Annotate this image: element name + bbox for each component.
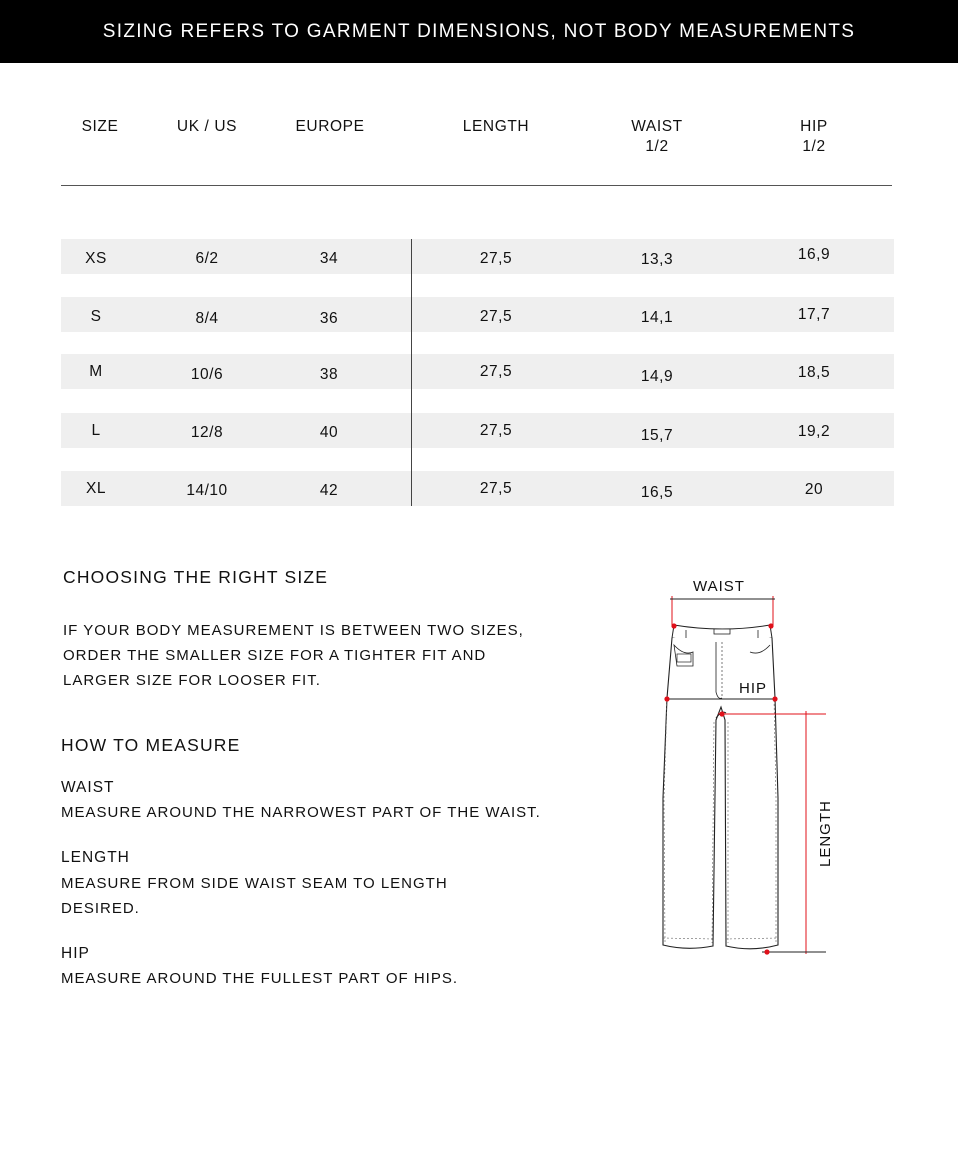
- waist-cell: 14,9: [640, 368, 674, 385]
- length-instruction: MEASURE FROM SIDE WAIST SEAM TO LENGTH DESIRED.: [61, 875, 448, 917]
- size-cell: XL: [86, 480, 106, 497]
- how-to-measure-title: HOW TO MEASURE: [61, 735, 241, 755]
- diagram-hip-label: HIP: [739, 680, 768, 697]
- europe-cell: 42: [319, 482, 339, 499]
- waist-instruction: MEASURE AROUND THE NARROWEST PART OF THE WAIST.: [61, 804, 541, 821]
- header-divider: [61, 185, 892, 186]
- waist-cell: 14,1: [640, 309, 674, 326]
- uk-us-cell: 10/6: [190, 366, 224, 383]
- hip-instruction: MEASURE AROUND THE FULLEST PART OF HIPS.: [61, 970, 459, 987]
- uk-us-cell: 6/2: [195, 250, 219, 267]
- jeans-illustration: [640, 570, 840, 970]
- choosing-text: IF YOUR BODY MEASUREMENT IS BETWEEN TWO SIZES, ORDER THE SMALLER SIZE FOR A TIGHTER FIT AND LARGER SIZE FOR LOOSER FIT.: [63, 622, 524, 689]
- europe-cell: 40: [319, 424, 339, 441]
- table-row: [61, 239, 894, 274]
- table-row: [61, 297, 894, 332]
- diagram-waist-label: WAIST: [693, 578, 745, 595]
- hip-cell: 18,5: [797, 364, 831, 381]
- waist-subtitle: WAIST: [61, 779, 115, 796]
- europe-cell: 38: [319, 366, 339, 383]
- hip-subtitle: HIP: [61, 945, 90, 962]
- waist-cell: 15,7: [640, 427, 674, 444]
- table-row: [61, 354, 894, 389]
- column-divider: [411, 239, 412, 506]
- col-header-length: LENGTH: [462, 118, 530, 135]
- hip-cell: 20: [804, 481, 824, 498]
- choosing-title: CHOOSING THE RIGHT SIZE: [63, 567, 329, 587]
- col-header-europe: EUROPE: [295, 118, 365, 135]
- table-row: [61, 471, 894, 506]
- length-cell: 27,5: [479, 363, 513, 380]
- jeans-measurement-diagram: [640, 570, 840, 970]
- length-cell: 27,5: [479, 422, 513, 439]
- size-cell: L: [91, 422, 101, 439]
- length-cell: 27,5: [479, 308, 513, 325]
- uk-us-cell: 14/10: [186, 482, 228, 499]
- hip-cell: 19,2: [797, 423, 831, 440]
- europe-cell: 36: [319, 310, 339, 327]
- waist-cell: 13,3: [640, 251, 674, 268]
- length-cell: 27,5: [479, 250, 513, 267]
- size-cell: XS: [85, 250, 107, 267]
- hip-cell: 16,9: [797, 246, 831, 263]
- europe-cell: 34: [319, 250, 339, 267]
- col-header-uk-us: UK / US: [176, 118, 238, 135]
- length-cell: 27,5: [479, 480, 513, 497]
- waist-cell: 16,5: [640, 484, 674, 501]
- size-cell: S: [90, 308, 102, 325]
- diagram-length-label: LENGTH: [817, 800, 834, 867]
- col-header-size: SIZE: [81, 118, 119, 135]
- size-cell: M: [89, 363, 103, 380]
- uk-us-cell: 12/8: [190, 424, 224, 441]
- table-row: [61, 413, 894, 448]
- col-header-waist: WAIST 1/2: [631, 118, 683, 155]
- sizing-note-banner: SIZING REFERS TO GARMENT DIMENSIONS, NOT BODY MEASUREMENTS: [0, 0, 958, 63]
- length-subtitle: LENGTH: [61, 849, 130, 866]
- uk-us-cell: 8/4: [195, 310, 219, 327]
- hip-cell: 17,7: [797, 306, 831, 323]
- col-header-hip: HIP 1/2: [800, 118, 828, 155]
